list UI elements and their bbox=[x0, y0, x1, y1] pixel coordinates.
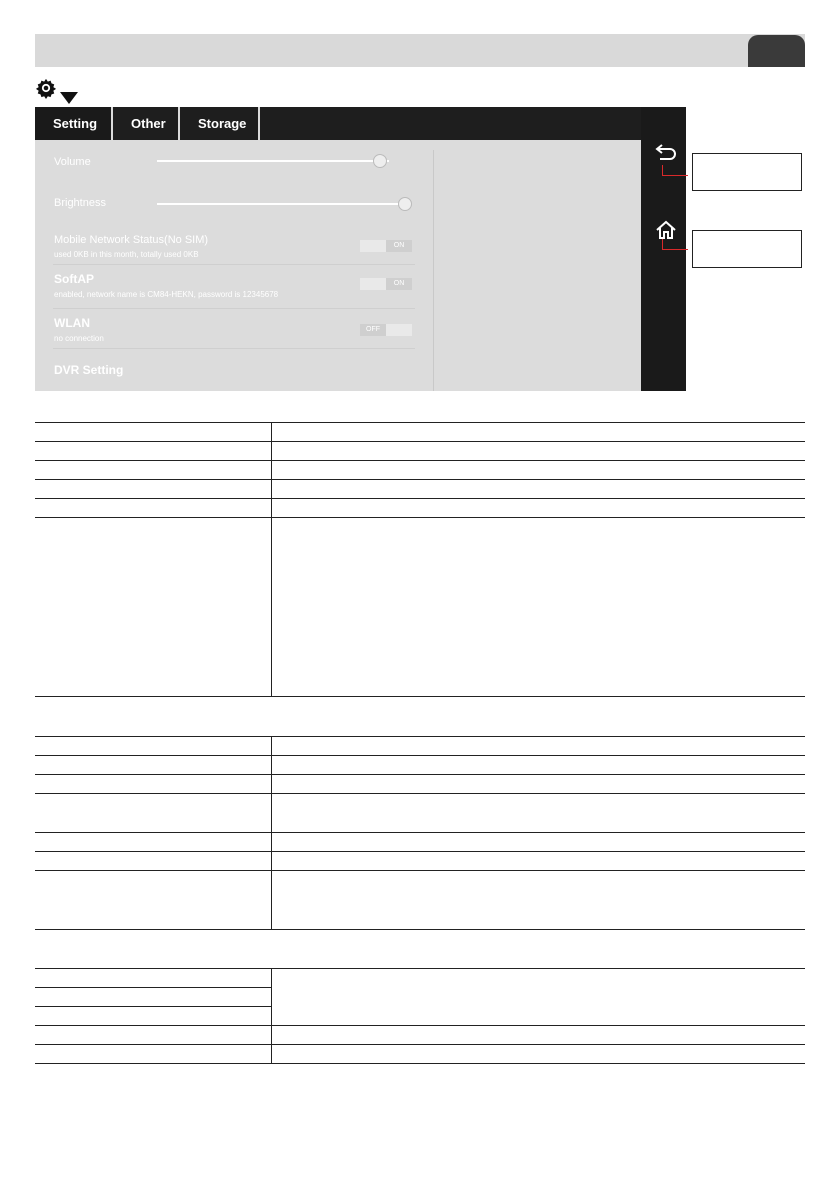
volume-slider-knob[interactable] bbox=[373, 154, 387, 168]
toggle-state: ON bbox=[386, 278, 412, 290]
separator bbox=[53, 264, 415, 265]
separator bbox=[53, 308, 415, 309]
brightness-slider-knob[interactable] bbox=[398, 197, 412, 211]
tab-setting[interactable]: Setting bbox=[35, 107, 113, 140]
mobile-network-sub: used 0KB in this month, totally used 0KB bbox=[54, 250, 199, 259]
table-column-divider bbox=[271, 736, 272, 929]
table-rule bbox=[35, 1006, 272, 1007]
tab-bar bbox=[35, 107, 641, 140]
mobile-network-toggle[interactable] bbox=[360, 240, 412, 252]
callout-line bbox=[662, 239, 663, 249]
header-bar bbox=[35, 34, 805, 67]
table-rule bbox=[35, 929, 805, 930]
table-rule bbox=[35, 498, 805, 499]
table-rule bbox=[35, 870, 805, 871]
callout-line bbox=[662, 175, 688, 176]
table-rule bbox=[35, 1044, 805, 1045]
table-rule bbox=[35, 968, 805, 969]
brightness-slider[interactable] bbox=[157, 203, 405, 205]
wlan-label: WLAN bbox=[54, 316, 90, 330]
softap-sub: enabled, network name is CM84-HEKN, password is 12345678 bbox=[54, 290, 279, 299]
toggle-state: ON bbox=[386, 240, 412, 252]
table-rule bbox=[35, 696, 805, 697]
callout-line bbox=[662, 165, 663, 175]
table-rule bbox=[35, 774, 805, 775]
tab-storage[interactable]: Storage bbox=[180, 107, 260, 140]
back-callout-box bbox=[692, 153, 802, 191]
table-rule bbox=[35, 460, 805, 461]
table-rule bbox=[35, 1025, 805, 1026]
chevron-down-icon bbox=[60, 92, 78, 104]
table-rule bbox=[35, 479, 805, 480]
back-arrow-icon[interactable] bbox=[655, 143, 677, 161]
tab-other[interactable]: Other bbox=[113, 107, 180, 140]
table-rule bbox=[35, 832, 805, 833]
table-rule bbox=[35, 851, 805, 852]
table-rule bbox=[35, 736, 805, 737]
table-rule bbox=[35, 1063, 805, 1064]
softap-toggle[interactable] bbox=[360, 278, 412, 290]
table-rule bbox=[35, 987, 272, 988]
table-rule bbox=[35, 441, 805, 442]
callout-line bbox=[662, 249, 688, 250]
wlan-toggle[interactable] bbox=[360, 324, 412, 336]
device-screen bbox=[35, 107, 686, 391]
gear-icon bbox=[35, 77, 57, 99]
home-callout-box bbox=[692, 230, 802, 268]
wlan-sub: no connection bbox=[54, 334, 104, 343]
table-rule bbox=[35, 422, 805, 423]
table-rule bbox=[35, 755, 805, 756]
softap-label: SoftAP bbox=[54, 272, 94, 286]
header-tab bbox=[748, 35, 805, 67]
volume-label: Volume bbox=[54, 156, 91, 168]
panel-divider bbox=[433, 150, 434, 391]
mobile-network-label: Mobile Network Status(No SIM) bbox=[54, 234, 209, 246]
table-column-divider bbox=[271, 422, 272, 696]
table-column-divider bbox=[271, 968, 272, 1063]
volume-slider[interactable] bbox=[157, 160, 389, 162]
table-rule bbox=[35, 793, 805, 794]
table-rule bbox=[35, 517, 805, 518]
home-icon[interactable] bbox=[655, 219, 677, 241]
toggle-state: OFF bbox=[360, 324, 386, 336]
brightness-label: Brightness bbox=[54, 197, 106, 209]
dvr-setting-label[interactable]: DVR Setting bbox=[54, 363, 124, 377]
separator bbox=[53, 348, 415, 349]
